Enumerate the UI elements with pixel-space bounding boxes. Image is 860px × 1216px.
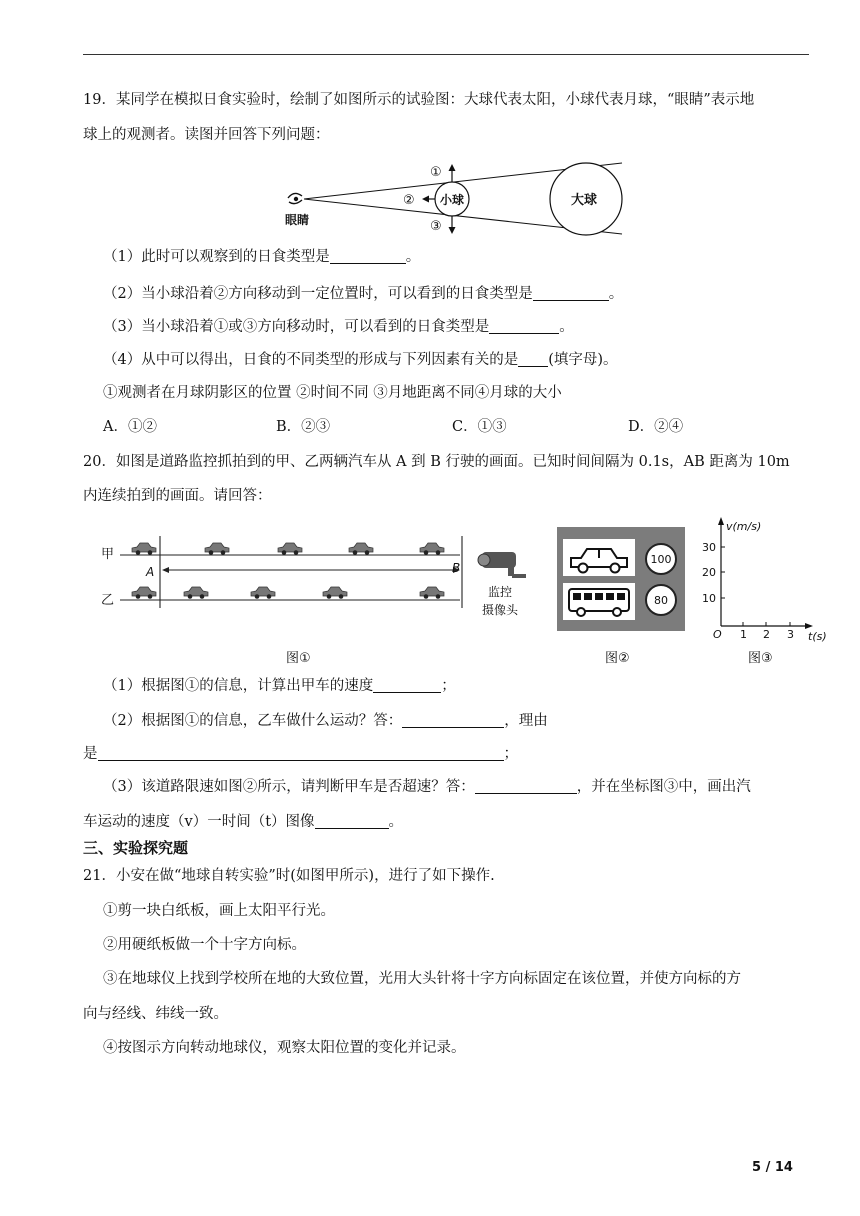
a-label: A bbox=[146, 565, 155, 579]
answer-blank[interactable] bbox=[373, 676, 441, 693]
x-tick-label: 2 bbox=[763, 628, 770, 641]
car-icon bbox=[323, 587, 347, 599]
q19-sub2: （2）当小球沿着②方向移动到一定位置时，可以看到的日食类型是 。 bbox=[103, 286, 624, 302]
answer-blank[interactable] bbox=[330, 247, 406, 264]
fig2-caption: 图② bbox=[605, 651, 630, 666]
fig1-caption: 图① bbox=[286, 651, 311, 666]
y-axis-label: v(m/s) bbox=[726, 520, 762, 533]
direction-1-label: ① bbox=[430, 165, 442, 180]
q19-stem-line1: 19．某同学在模拟日食实验时，绘制了如图所示的试验图：大球代表太阳，小球代表月球，“眼睛”表示地 bbox=[83, 92, 755, 108]
big-ball-label: 大球 bbox=[571, 193, 598, 208]
camera-icon bbox=[478, 552, 526, 578]
q19-sub4: （4）从中可以得出，日食的不同类型的形成与下列因素有关的是 (填字母)。 bbox=[103, 352, 618, 368]
x-axis-label: t(s) bbox=[808, 630, 827, 643]
q19-sub3: （3）当小球沿着①或③方向移动时，可以看到的日食类型是 。 bbox=[103, 319, 574, 335]
x-tick-label: 1 bbox=[740, 628, 747, 641]
q19-factors: ①观测者在月球阴影区的位置 ②时间不同 ③月地距离不同④月球的大小 bbox=[103, 385, 562, 401]
small-ball-label: 小球 bbox=[440, 193, 465, 207]
road-figure bbox=[98, 530, 538, 630]
q20-sub2: （2）根据图①的信息，乙车做什么运动？答： ，理由 bbox=[103, 713, 548, 729]
q21-step3-line1: ③在地球仪上找到学校所在地的大致位置，光用大头针将十字方向标固定在该位置，并使方向标的方 bbox=[103, 971, 741, 987]
speed-limit-figure bbox=[557, 527, 685, 631]
answer-blank[interactable] bbox=[402, 711, 504, 728]
answer-blank[interactable] bbox=[315, 812, 389, 829]
q20-stem-line2: 内连续拍到的画面。请回答： bbox=[83, 488, 272, 504]
camera-label-line2: 摄像头 bbox=[482, 603, 519, 617]
q19-stem-line2: 球上的观测者。读图并回答下列问题： bbox=[83, 127, 330, 143]
q21-step3-line2: 向与经线、纬线一致。 bbox=[83, 1006, 228, 1022]
q20-sub1: （1）根据图①的信息，计算出甲车的速度 ； bbox=[103, 678, 456, 694]
b-label: B bbox=[452, 561, 461, 575]
q20-sub3: （3）该道路限速如图②所示，请判断甲车是否超速？答： ，并在坐标图③中，画出汽 bbox=[103, 779, 751, 795]
car-icon bbox=[132, 543, 156, 555]
car-icon bbox=[278, 543, 302, 555]
car-icon bbox=[251, 587, 275, 599]
limit-100-text: 100 bbox=[650, 553, 672, 566]
y-tick-label: 30 bbox=[702, 541, 716, 554]
answer-blank[interactable] bbox=[475, 777, 577, 794]
direction-3-label: ③ bbox=[430, 219, 442, 234]
eclipse-diagram bbox=[280, 158, 640, 236]
car-icon bbox=[420, 587, 444, 599]
q20-sub2-reason: 是 ； bbox=[83, 746, 518, 762]
q19-sub1: （1）此时可以观察到的日食类型是 。 bbox=[103, 249, 421, 265]
direction-2-label: ② bbox=[403, 193, 415, 208]
answer-blank[interactable] bbox=[489, 317, 559, 334]
limit-80-text: 80 bbox=[654, 594, 668, 607]
q20-sub3-cont: 车运动的速度（v）一时间（t）图像 。 bbox=[83, 814, 404, 830]
y-tick-label: 10 bbox=[702, 592, 716, 605]
q21-step1: ①剪一块白纸板，画上太阳平行光。 bbox=[103, 903, 335, 919]
yi-label: 乙 bbox=[101, 593, 115, 608]
q19-option-b[interactable]: B．②③ bbox=[276, 419, 331, 435]
vt-graph bbox=[700, 514, 830, 644]
q20-stem-line1: 20．如图是道路监控抓拍到的甲、乙两辆汽车从 A 到 B 行驶的画面。已知时间间隔为 0.1s，AB 距离为 10m bbox=[83, 454, 790, 470]
q19-option-d[interactable]: D．②④ bbox=[628, 419, 684, 435]
q19-option-c[interactable]: C．①③ bbox=[452, 419, 507, 435]
answer-blank[interactable] bbox=[533, 284, 609, 301]
fig3-caption: 图③ bbox=[748, 651, 773, 666]
eye-label: 眼睛 bbox=[285, 213, 310, 227]
x-tick-label: 3 bbox=[787, 628, 794, 641]
q21-step4: ④按图示方向转动地球仪，观察太阳位置的变化并记录。 bbox=[103, 1040, 466, 1056]
q21-stem: 21．小安在做“地球自转实验”时(如图甲所示)，进行了如下操作. bbox=[83, 868, 495, 884]
car-icon bbox=[420, 543, 444, 555]
q21-step2: ②用硬纸板做一个十字方向标。 bbox=[103, 937, 306, 953]
y-tick-label: 20 bbox=[702, 566, 716, 579]
jia-label: 甲 bbox=[101, 547, 115, 562]
car-icon bbox=[349, 543, 373, 555]
origin-label: O bbox=[713, 628, 722, 641]
section-heading: 三、实验探究题 bbox=[83, 839, 189, 857]
answer-blank[interactable] bbox=[518, 350, 548, 367]
q19-option-a[interactable]: A．①② bbox=[103, 419, 157, 435]
car-icon bbox=[132, 587, 156, 599]
camera-label-line1: 监控 bbox=[488, 585, 513, 599]
header-rule bbox=[83, 54, 809, 55]
answer-blank[interactable] bbox=[98, 744, 504, 761]
car-icon bbox=[205, 543, 229, 555]
page-number: 5 / 14 bbox=[752, 1160, 793, 1175]
car-icon bbox=[184, 587, 208, 599]
